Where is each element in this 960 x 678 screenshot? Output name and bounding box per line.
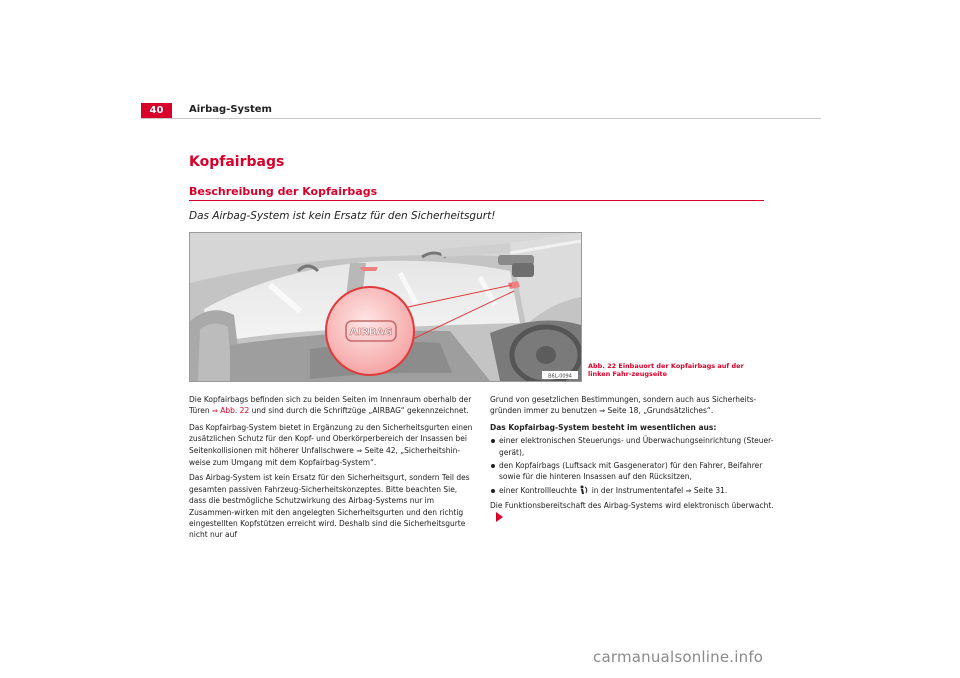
list-heading: Das Kopfairbag-System besteht im wesentlichen aus: (490, 422, 717, 432)
running-header-title: Airbag-System (189, 104, 272, 115)
double-right-arrow-icon: ⇒ (211, 407, 218, 416)
paragraph (189, 422, 475, 469)
paragraph-text: Die Kopfairbags befinden sich zu beiden Seiten im Innenraum oberhalb der Türen (189, 395, 472, 416)
airbag-badge-label: AIRBAG (349, 327, 393, 338)
double-right-arrow-icon: ⇒ (685, 486, 692, 495)
paragraph-text: Die Funktionsbereitschaft des Airbag-Systems wird elektronisch überwacht. (490, 501, 774, 511)
list-item: einer elektronischen Steuerungs- und Überwachungseinrichtung (Steuer-gerät), (490, 435, 775, 458)
footer-watermark: carmanualsonline.info (593, 648, 764, 666)
continue-triangle-icon (496, 512, 503, 522)
list-item-text: einer Kontrollleuchte (499, 485, 580, 495)
component-list (490, 435, 775, 498)
section-subtitle: Das Airbag-System ist kein Ersatz für den Sicherheitsgurt! (189, 210, 496, 222)
airbag-warning-light-icon (579, 485, 589, 498)
interior-illustration (190, 233, 581, 381)
page-reference-text: Seite 18, „Grundsätzliches“. (607, 406, 714, 416)
double-right-arrow-icon: ⇒ (356, 446, 363, 455)
page-reference-text: Seite 42, „Sicherheitshin-weise zum Umgang mit dem Kopfairbag-System“. (189, 445, 461, 468)
list-item: den Kopfairbags (Luftsack mit Gasgenerator) für den Fahrer, Beifahrer sowie für die hinteren Insassen auf den Rücksitzen, (490, 460, 775, 483)
page-reference-link[interactable] (599, 406, 713, 415)
figure-caption: Abb. 22 Einbauort der Kopfairbags auf der linken Fahr-zeugseite (588, 362, 744, 378)
section-divider (189, 200, 764, 201)
text-column-right (490, 394, 775, 528)
header-divider (141, 118, 821, 119)
figure-illustration (189, 232, 582, 382)
figure-reference-link[interactable] (212, 406, 249, 415)
paragraph: Das Airbag-System ist kein Ersatz für den Sicherheitsgurt, sondern Teil des gesamten passiven Fahrzeug-Sicherheitskonzeptes. Bitte beachten Sie, dass die bestmögliche Schutzwirkung des Airbag-Systems nur im Zusammen-wirken mit den angelegten Sicherheitsgurten und den richtig eingestellten Kopfstützen erreicht wird. Deshalb sind die Sicherheitsgurte nicht nur auf (189, 473, 470, 540)
page-reference-text: Seite 31. (693, 485, 728, 495)
page-reference-link[interactable] (686, 486, 728, 495)
text-column-left (189, 394, 475, 545)
list-item (490, 485, 775, 498)
paragraph-text: und sind durch die Schriftzüge „AIRBAG“ gekennzeichnet. (249, 406, 469, 416)
page-number: 40 (141, 103, 172, 118)
section-title: Beschreibung der Kopfairbags (189, 185, 378, 198)
paragraph (490, 500, 775, 524)
paragraph (490, 394, 775, 418)
paragraph-text: Das Kopfairbag-System bietet in Ergänzung zu den Sicherheitsgurten einen zusätzlichen Schutz für den Kopf- und Oberkörperbereich der Insassen bei Seitenkollisionen mit höherer Unfallschwere (189, 422, 473, 455)
chapter-title: Kopfairbags (189, 154, 285, 170)
paragraph-text: Grund von gesetzlichen Bestimmungen, sondern auch aus Sicherheits-gründen immer zu benutzen (490, 395, 757, 416)
list-item-text: in der Instrumententafel (589, 485, 686, 495)
double-right-arrow-icon: ⇒ (599, 407, 606, 416)
paragraph (189, 394, 475, 418)
figure-code: B6L-0094 (548, 373, 572, 380)
figure-reference-text: Abb. 22 (220, 406, 250, 416)
